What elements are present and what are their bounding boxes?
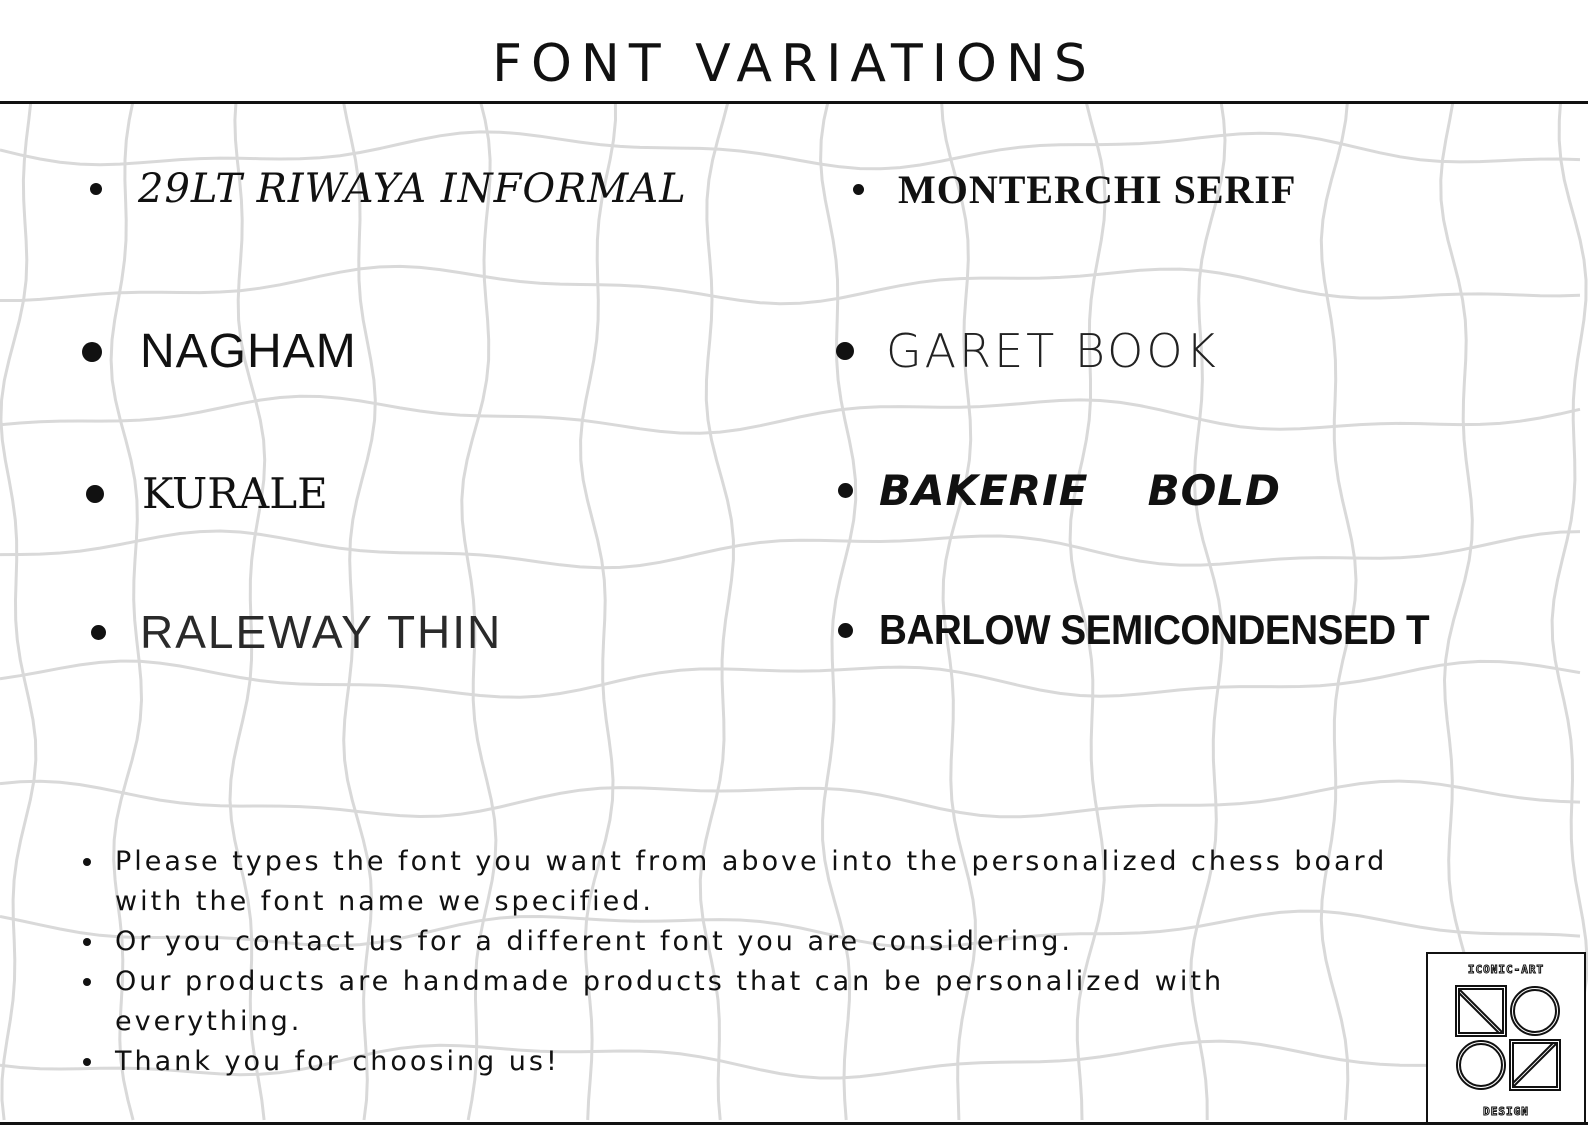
logo-bottom-text: DESIGN xyxy=(1483,1105,1529,1118)
grid-line-horizontal xyxy=(0,531,1580,568)
font-label: KURALE xyxy=(142,469,328,518)
font-label: 29LT RIWAYA INFORMAL xyxy=(138,166,687,212)
note-item xyxy=(78,922,1398,962)
bullet-dot xyxy=(83,1058,91,1066)
bullet-dot xyxy=(838,623,853,638)
note-text: Our products are handmade products that can be personalized with everything. xyxy=(115,966,1225,1037)
note-item xyxy=(78,962,1398,1042)
note-item xyxy=(78,842,1398,922)
bullet-dot xyxy=(838,483,853,498)
font-item-riwaya xyxy=(90,166,687,212)
note-text: Or you contact us for a different font you are considering. xyxy=(115,926,1073,957)
bullet-dot xyxy=(83,938,91,946)
header-divider xyxy=(0,101,1588,104)
font-label: GARET BOOK xyxy=(886,324,1219,378)
font-item-garet xyxy=(836,324,1219,378)
font-item-raleway xyxy=(91,605,502,659)
grid-line-vertical xyxy=(1,0,36,1120)
font-label: BAKERIE BOLD xyxy=(879,466,1281,515)
font-label: BARLOW SEMICONDENSED T xyxy=(879,606,1430,653)
header xyxy=(0,0,1588,104)
note-text: Thank you for choosing us! xyxy=(115,1046,560,1077)
logo-mark-icon xyxy=(1454,984,1562,1092)
font-item-monterchi xyxy=(853,166,1296,213)
footer-divider xyxy=(0,1122,1588,1125)
font-item-bakerie xyxy=(838,466,1281,515)
font-item-nagham xyxy=(82,324,357,379)
logo-top-text: ICONIC-ART xyxy=(1467,963,1545,976)
font-label: RALEWAY THIN xyxy=(140,606,503,658)
note-text: Please types the font you want from above into the personalized chess board xyxy=(115,846,1388,877)
bullet-dot xyxy=(853,184,864,195)
bullet-dot xyxy=(83,858,91,866)
bullet-dot xyxy=(91,625,106,640)
font-item-kurale xyxy=(86,469,328,518)
bullet-dot xyxy=(82,342,102,362)
bullet-dot xyxy=(86,485,104,503)
font-item-barlow xyxy=(838,606,1477,654)
grid-line-horizontal xyxy=(0,781,1580,817)
font-label: MONTERCHI SERIF xyxy=(898,167,1297,212)
font-label: NAGHAM xyxy=(140,325,357,378)
bullet-dot xyxy=(90,183,102,195)
note-item xyxy=(78,1042,1398,1082)
grid-line-horizontal xyxy=(0,396,1580,433)
brand-logo xyxy=(1426,952,1586,1124)
note-text-continued: with the font name we specified. xyxy=(115,886,654,917)
bullet-dot xyxy=(836,342,854,360)
instructions-list xyxy=(78,842,1398,1082)
bullet-dot xyxy=(83,978,91,986)
page-title: FONT VARIATIONS xyxy=(492,34,1096,94)
